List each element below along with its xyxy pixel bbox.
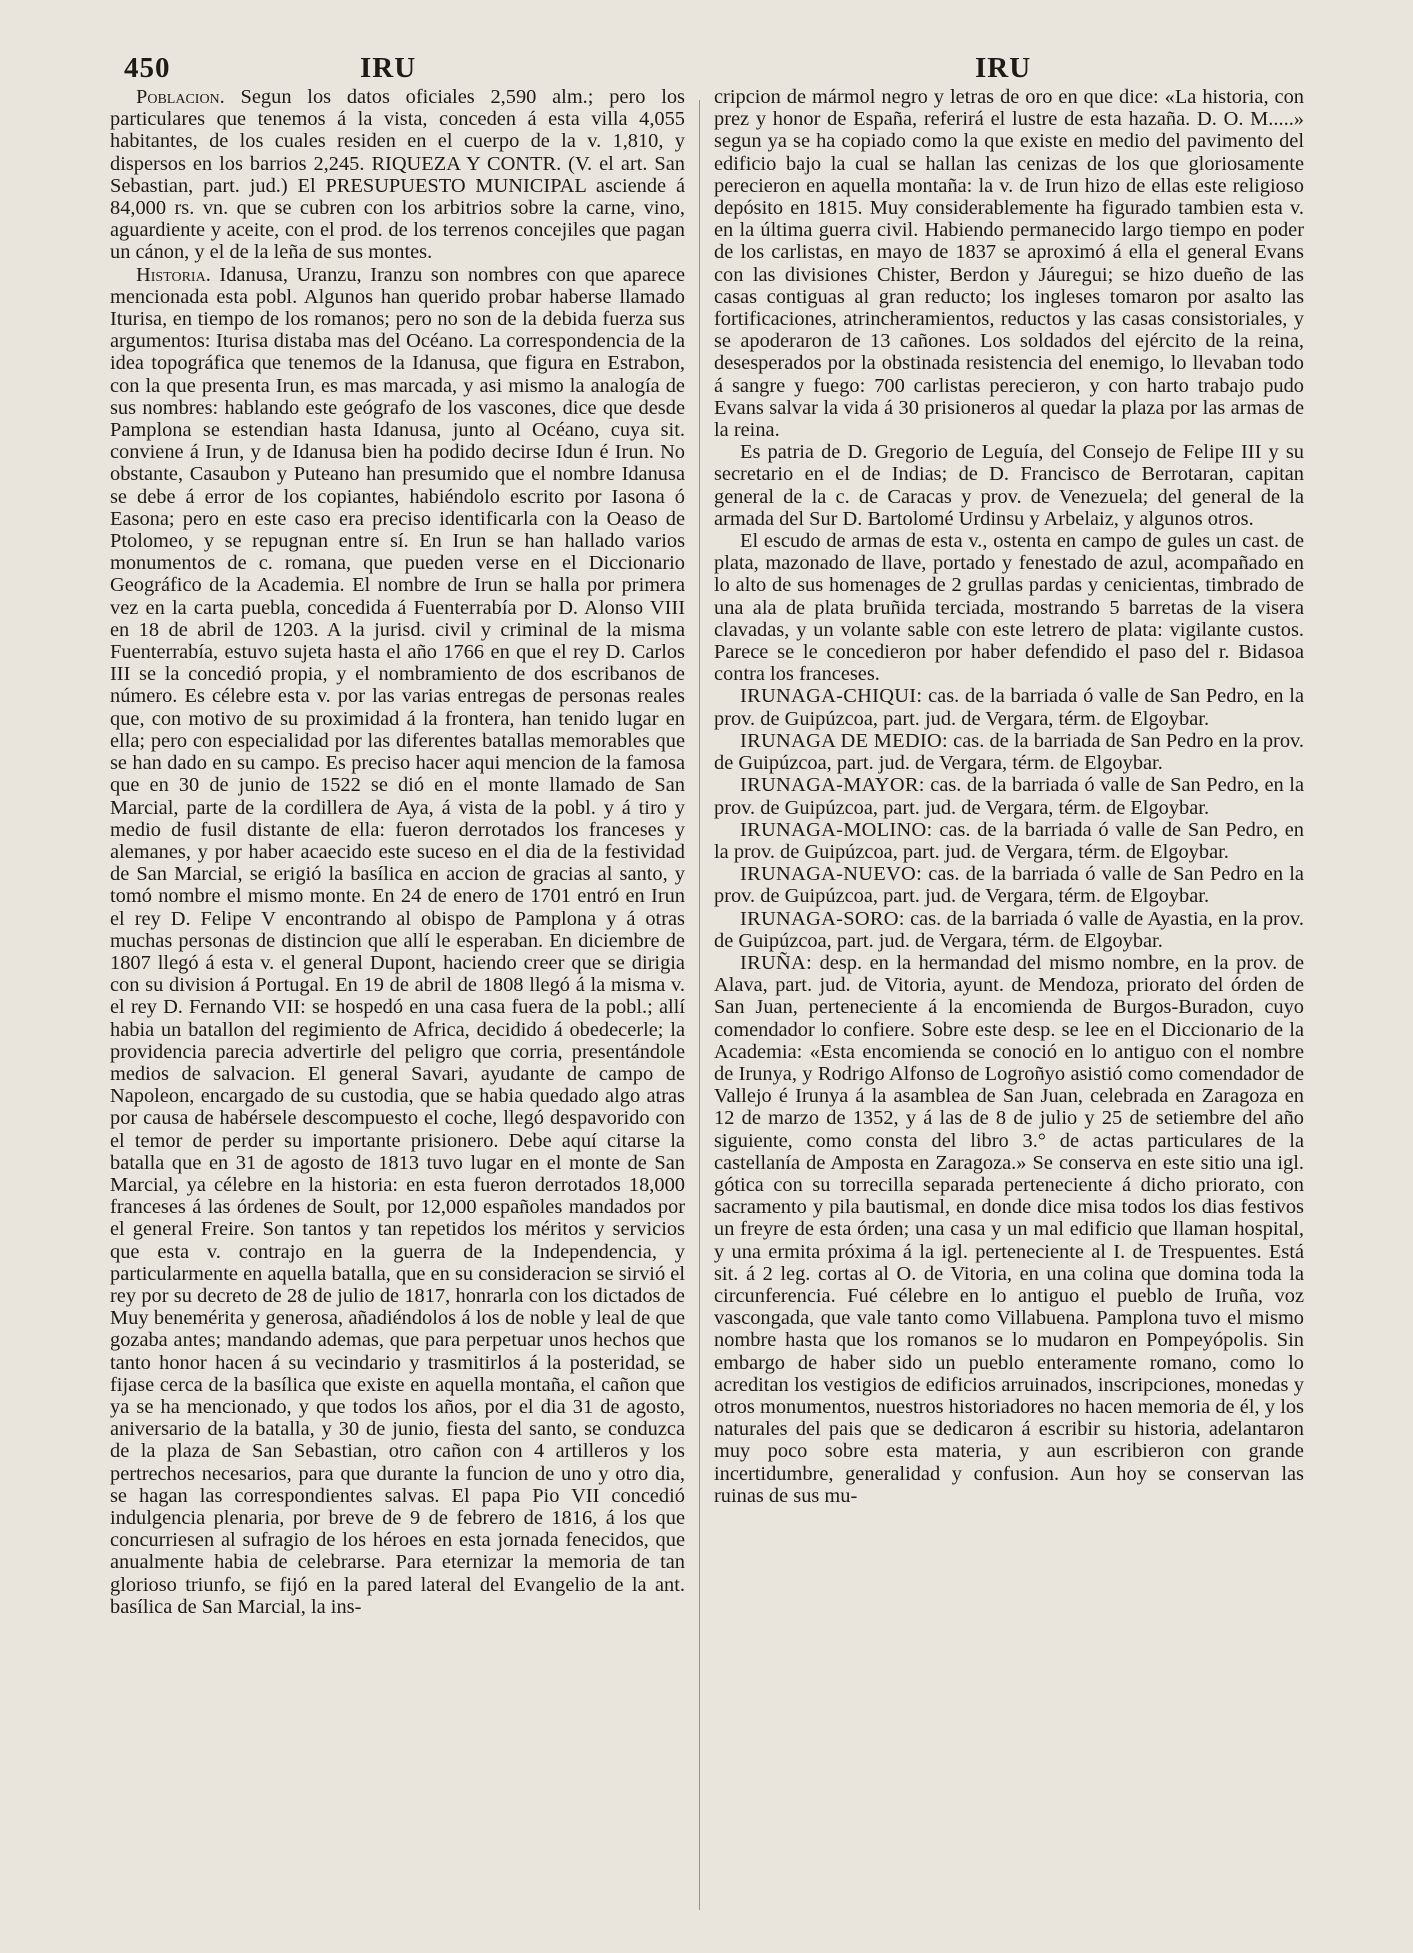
entry-paragraph bbox=[110, 86, 685, 264]
entry-text: desp. en la hermandad del mismo nombre, en la prov. de Alava, part. jud. de Vitoria, ayunt. de Mendoza, priorato del órden de San Juan, perteneciente á la encomienda de Burgos-Buradon, cuyo comendador lo confiere. Sobre este desp. se lee en el Diccionario de la Academia: «Esta encomienda se conoció en lo antiguo con el nombre de Irunya, y Rodrigo Alfonso de Logroñyo asistió como comendador de Vallejo é Irunya á la asamblea de San Juan, celebrada en Zaragoza en 12 de marzo de 1352, y á las de 8 de julio y 25 de setiembre del año siguiente, como consta del libro 3.° de actas particulares de la castellanía de Amposta en Zaragoza.» Se conserva en este sitio una igl. gótica con su torrecilla separada perteneciente á dicho priorato, con sacramento y pila bautismal, en donde dice misa todos los dias festivos un freyre de esta órden; una casa y un mal edificio que llaman hospital, y una ermita próxima á la igl. perteneciente al I. de Trespuentes. Está sit. á 2 leg. cortas al O. de Vitoria, en una colina que domina toda la circunferencia. Fué célebre en lo antiguo el pueblo de Iruña, voz vascongada, que vale tanto como Villabuena. Pamplona tuvo el mismo nombre hasta que los romanos se lo mudaron en Pompeyópolis. Sin embargo de haber sido un pueblo enteramente romano, como lo acreditan los vestigios de edificios arruinados, inscripciones, monedas y otros monumentos, nuestros historiadores no hacen memoria de él, y los naturales del pais que se dedicaron á escribir su historia, adelantaron muy poco sobre esta materia, y aun escribieron con grande incertidumbre, generalidad y confusion. Aun hoy se conservan las ruinas de sus mu- bbox=[714, 951, 1304, 1507]
entry-headword: IRUNAGA-NUEVO: bbox=[740, 863, 923, 886]
entry-paragraph bbox=[110, 264, 685, 1618]
entry-text: cas. de la barriada ó valle de San Pedro, en la prov. de Guipúzcoa, part. jud. de Vergara, térm. de Elgoybar. bbox=[714, 818, 1304, 863]
entry-text: Es patria de D. Gregorio de Leguía, del Consejo de Felipe III y su secretario en el de Indias; de D. Francisco de Berrotaran, capitan general de la c. de Caracas y prov. de Venezuela; del general de la armada del Sur D. Bartolomé Urdinsu y Arbelaiz, y algunos otros. bbox=[714, 441, 1304, 530]
entry-paragraph bbox=[714, 86, 1304, 441]
entry-paragraph bbox=[714, 441, 1304, 530]
running-head-left: IRU bbox=[360, 52, 417, 84]
entry-headword: IRUNAGA-MAYOR: bbox=[740, 774, 925, 797]
entry-headword: IRUNAGA-CHIQUI: bbox=[740, 685, 923, 708]
entry-text: cripcion de mármol negro y letras de oro en que dice: «La historia, con prez y honor de España, referirá el lustre de esta hazaña. D. O. M.....» segun ya se ha copiado como la que existe en medio del pavimento del edificio bajo la cual se hallan las cenizas de los que gloriosamente perecieron en aquella montaña: la v. de Irun hizo de ellas este religioso depósito en 1815. Muy considerablemente ha figurado tambien esta v. en la última guerra civil. Habiendo permanecido largo tiempo en poder de los carlistas, en mayo de 1837 se aproximó á ella el general Evans con las divisiones Chister, Berdon y Jáuregui; se hizo dueño de las casas contiguas al gran reducto; los ingleses tomaron por asalto las fortificaciones, atrincheramientos, reductos y las casas consistoriales, y se apoderaron de 13 cañones. Los soldados del ejército de la reina, desesperados por la obstinada resistencia del enemigo, lo llevaban todo á sangre y fuego: 700 carlistas perecieron, y con harto trabajo pudo Evans salvar la vida á 30 prisioneros al quedar la plaza por las armas de la reina. bbox=[714, 86, 1304, 442]
entry-paragraph bbox=[714, 863, 1304, 907]
entry-headword: IRUNAGA DE MEDIO: bbox=[740, 729, 948, 752]
entry-text: cas. de la barriada ó valle de San Pedro, en la prov. de Guipúzcoa, part. jud. de Vergara, térm. de Elgoybar. bbox=[714, 774, 1304, 819]
entry-text: Segun los datos oficiales 2,590 alm.; pero los particulares que tenemos á la vista, conceden á esta villa 4,055 habitantes, de los cuales residen en el cuerpo de la v. 1,810, y dispersos en los barrios 2,245. RIQUEZA Y CONTR. (V. el art. San Sebastian, part. jud.) El PRESUPUESTO MUNICIPAL asciende á 84,000 rs. vn. que se cubren con los arbitrios sobre la carne, vino, aguardiente y aceite, con el prod. de los terrenos concejiles que pagan un cánon, y el de la leña de sus montes. bbox=[110, 86, 685, 264]
entry-lead: Poblacion. bbox=[136, 86, 225, 108]
entry-headword: IRUNAGA-SORO: bbox=[740, 907, 905, 930]
entry-headword: IRUÑA: bbox=[740, 951, 813, 974]
entry-paragraph bbox=[714, 774, 1304, 818]
page-number: 450 bbox=[124, 52, 171, 84]
entry-text: El escudo de armas de esta v., ostenta en campo de gules un cast. de plata, mazonado de llave, portado y fenestado de azul, acompañado en lo alto de sus homenages de 2 grullas pardas y cenicientas, timbrado de una ala de plata bruñida terciada, mostrando 5 barretas de la visera clavadas, y un volante sable con este letrero de plata: vigilante custos. Parece se le concedieron por haber defendido el paso del r. Bidasoa contra los franceses. bbox=[714, 530, 1304, 686]
entry-paragraph bbox=[714, 685, 1304, 729]
running-head-right: IRU bbox=[975, 52, 1032, 84]
entry-paragraph bbox=[714, 530, 1304, 685]
column-divider bbox=[699, 100, 700, 1910]
entry-headword: IRUNAGA-MOLINO: bbox=[740, 818, 933, 841]
entry-lead: Historia. bbox=[136, 263, 211, 286]
entry-paragraph bbox=[714, 819, 1304, 863]
entry-text: cas. de la barriada ó valle de Ayastia, en la prov. de Guipúzcoa, part. jud. de Vergara, térm. de Elgoybar. bbox=[714, 907, 1304, 952]
entry-text: Idanusa, Uranzu, Iranzu son nombres con que aparece mencionada esta pobl. Algunos han querido probar haberse llamado Iturisa, en tiempo de los romanos; pero no son de la debida fuerza sus argumentos: Iturisa distaba mas del Océano. La correspondencia de la idea topográfica que tenemos de la Idanusa, que figura en Estrabon, con la que presenta Irun, es mas marcada, y asi mismo la analogía de sus nombres: hablando este geógrafo de los vascones, dice que desde Pamplona se estendian hasta Idanusa, junto al Océano, cuya sit. conviene á Irun, y de Idanusa bien ha podido decirse Idun é Irun. No obstante, Casaubon y Puteano han presumido que el nombre Idanusa se debe á error de los copiantes, habiéndolo escrito por Iasona ó Easona; pero en este caso era preciso identificarla con la Oeaso de Ptolomeo, y se repugnan entre sí. En Irun se han hallado varios monumentos de c. romana, que pueden verse en el Diccionario Geográfico de la Academia. El nombre de Irun se halla por primera vez en la carta puebla, concedida á Fuenterrabía por D. Alonso VIII en 18 de abril de 1203. A la jurisd. civil y criminal de la misma Fuenterrabía, estuvo sujeta hasta el año 1766 en que el rey D. Carlos III se la concedió propia, y el nombramiento de dos escribanos de número. Es célebre esta v. por las varias entregas de personas reales que, con motivo de su proximidad á la frontera, han tenido lugar en ella; pero con especialidad por las diferentes batallas memorables que se han dado en su campo. Es preciso hacer aqui mencion de la famosa que en 30 de junio de 1522 se dió en el monte llamado de San Marcial, parte de la cordillera de Aya, á vista de la pobl. y á tiro y medio de fusil distante de ella: fueron derrotados los franceses y alemanes, y por haber acaecido este suceso en el dia de la festividad de San Marcial, se erigió la basílica en accion de gracias al santo, y tomó nombre el mismo monte. En 24 de enero de 1701 entró en Irun el rey D. Felipe V encontrando al obispo de Pamplona y á otras muchas personas de distincion que allí le esperaban. En diciembre de 1807 llegó á esta v. el general Dupont, haciendo creer que se dirigia con su division á Portugal. En 19 de abril de 1808 llegó á la misma v. el rey D. Fernando VII: se hospedó en una casa fuera de la pobl.; allí habia un batallon del regimiento de Africa, decidido á obedecerle; la providencia parecia advertirle del peligro que corria, presentándole medios de salvacion. El general Savari, ayudante de campo de Napoleon, encargado de su custodia, que se habia quedado algo atras por causa de habérsele descompuesto el coche, llegó despavorido con el temor de perder su importante prisionero. Debe aquí citarse la batalla que en 31 de agosto de 1813 tuvo lugar en el monte de San Marcial, ya célebre en la historia: en esta fueron derrotados 18,000 franceses á las órdenes de Soult, por 12,000 españoles mandados por el general Freire. Son tantos y tan repetidos los méritos y servicios que esta v. contrajo en la guerra de la Independencia, y particularmente en aquella batalla, que en su consideracion se sirvió el rey por su decreto de 28 de julio de 1817, honrarla con los dictados de Muy benemérita y generosa, añadiéndolos á los de noble y leal de que gozaba antes; mandando ademas, que para perpetuar unos hechos que tanto honor hacen á su vecindario y trasmitirlos á la posteridad, se fijase cerca de la basílica que existe en aquella montaña, el cañon que ya se ha mencionado, y que todos los años, por el dia 31 de agosto, aniversario de la batalla, y 30 de junio, fiesta del santo, se conduzca de la plaza de San Sebastian, otro cañon con 4 artilleros y los pertrechos necesarios, para que durante la funcion de uno y otro dia, se hagan las correspondientes salvas. El papa Pio VII concedió indulgencia plenaria, por breve de 9 de febrero de 1816, á los que concurriesen al sufragio de los héroes en esta jornada fenecidos, que anualmente habia de celebrarse. Para eternizar la memoria de tan glorioso triunfo, se fijó en la pared lateral del Evangelio de la ant. basílica de San Marcial, la ins- bbox=[110, 263, 685, 1618]
entry-paragraph bbox=[714, 908, 1304, 952]
entry-text: cas. de la barriada de San Pedro en la prov. de Guipúzcoa, part. jud. de Vergara, térm. de Elgoybar. bbox=[714, 729, 1304, 775]
entry-paragraph bbox=[714, 730, 1304, 774]
entry-text: cas. de la barriada ó valle de San Pedro, en la prov. de Guipúzcoa, part. jud. de Vergara, térm. de Elgoybar. bbox=[714, 685, 1304, 730]
entry-text: cas. de la barriada ó valle de San Pedro en la prov. de Guipúzcoa, part. jud. de Vergara, térm. de Elgoybar. bbox=[714, 863, 1304, 908]
entry-paragraph bbox=[714, 952, 1304, 1507]
left-column bbox=[110, 86, 685, 1946]
right-column bbox=[714, 86, 1304, 1946]
